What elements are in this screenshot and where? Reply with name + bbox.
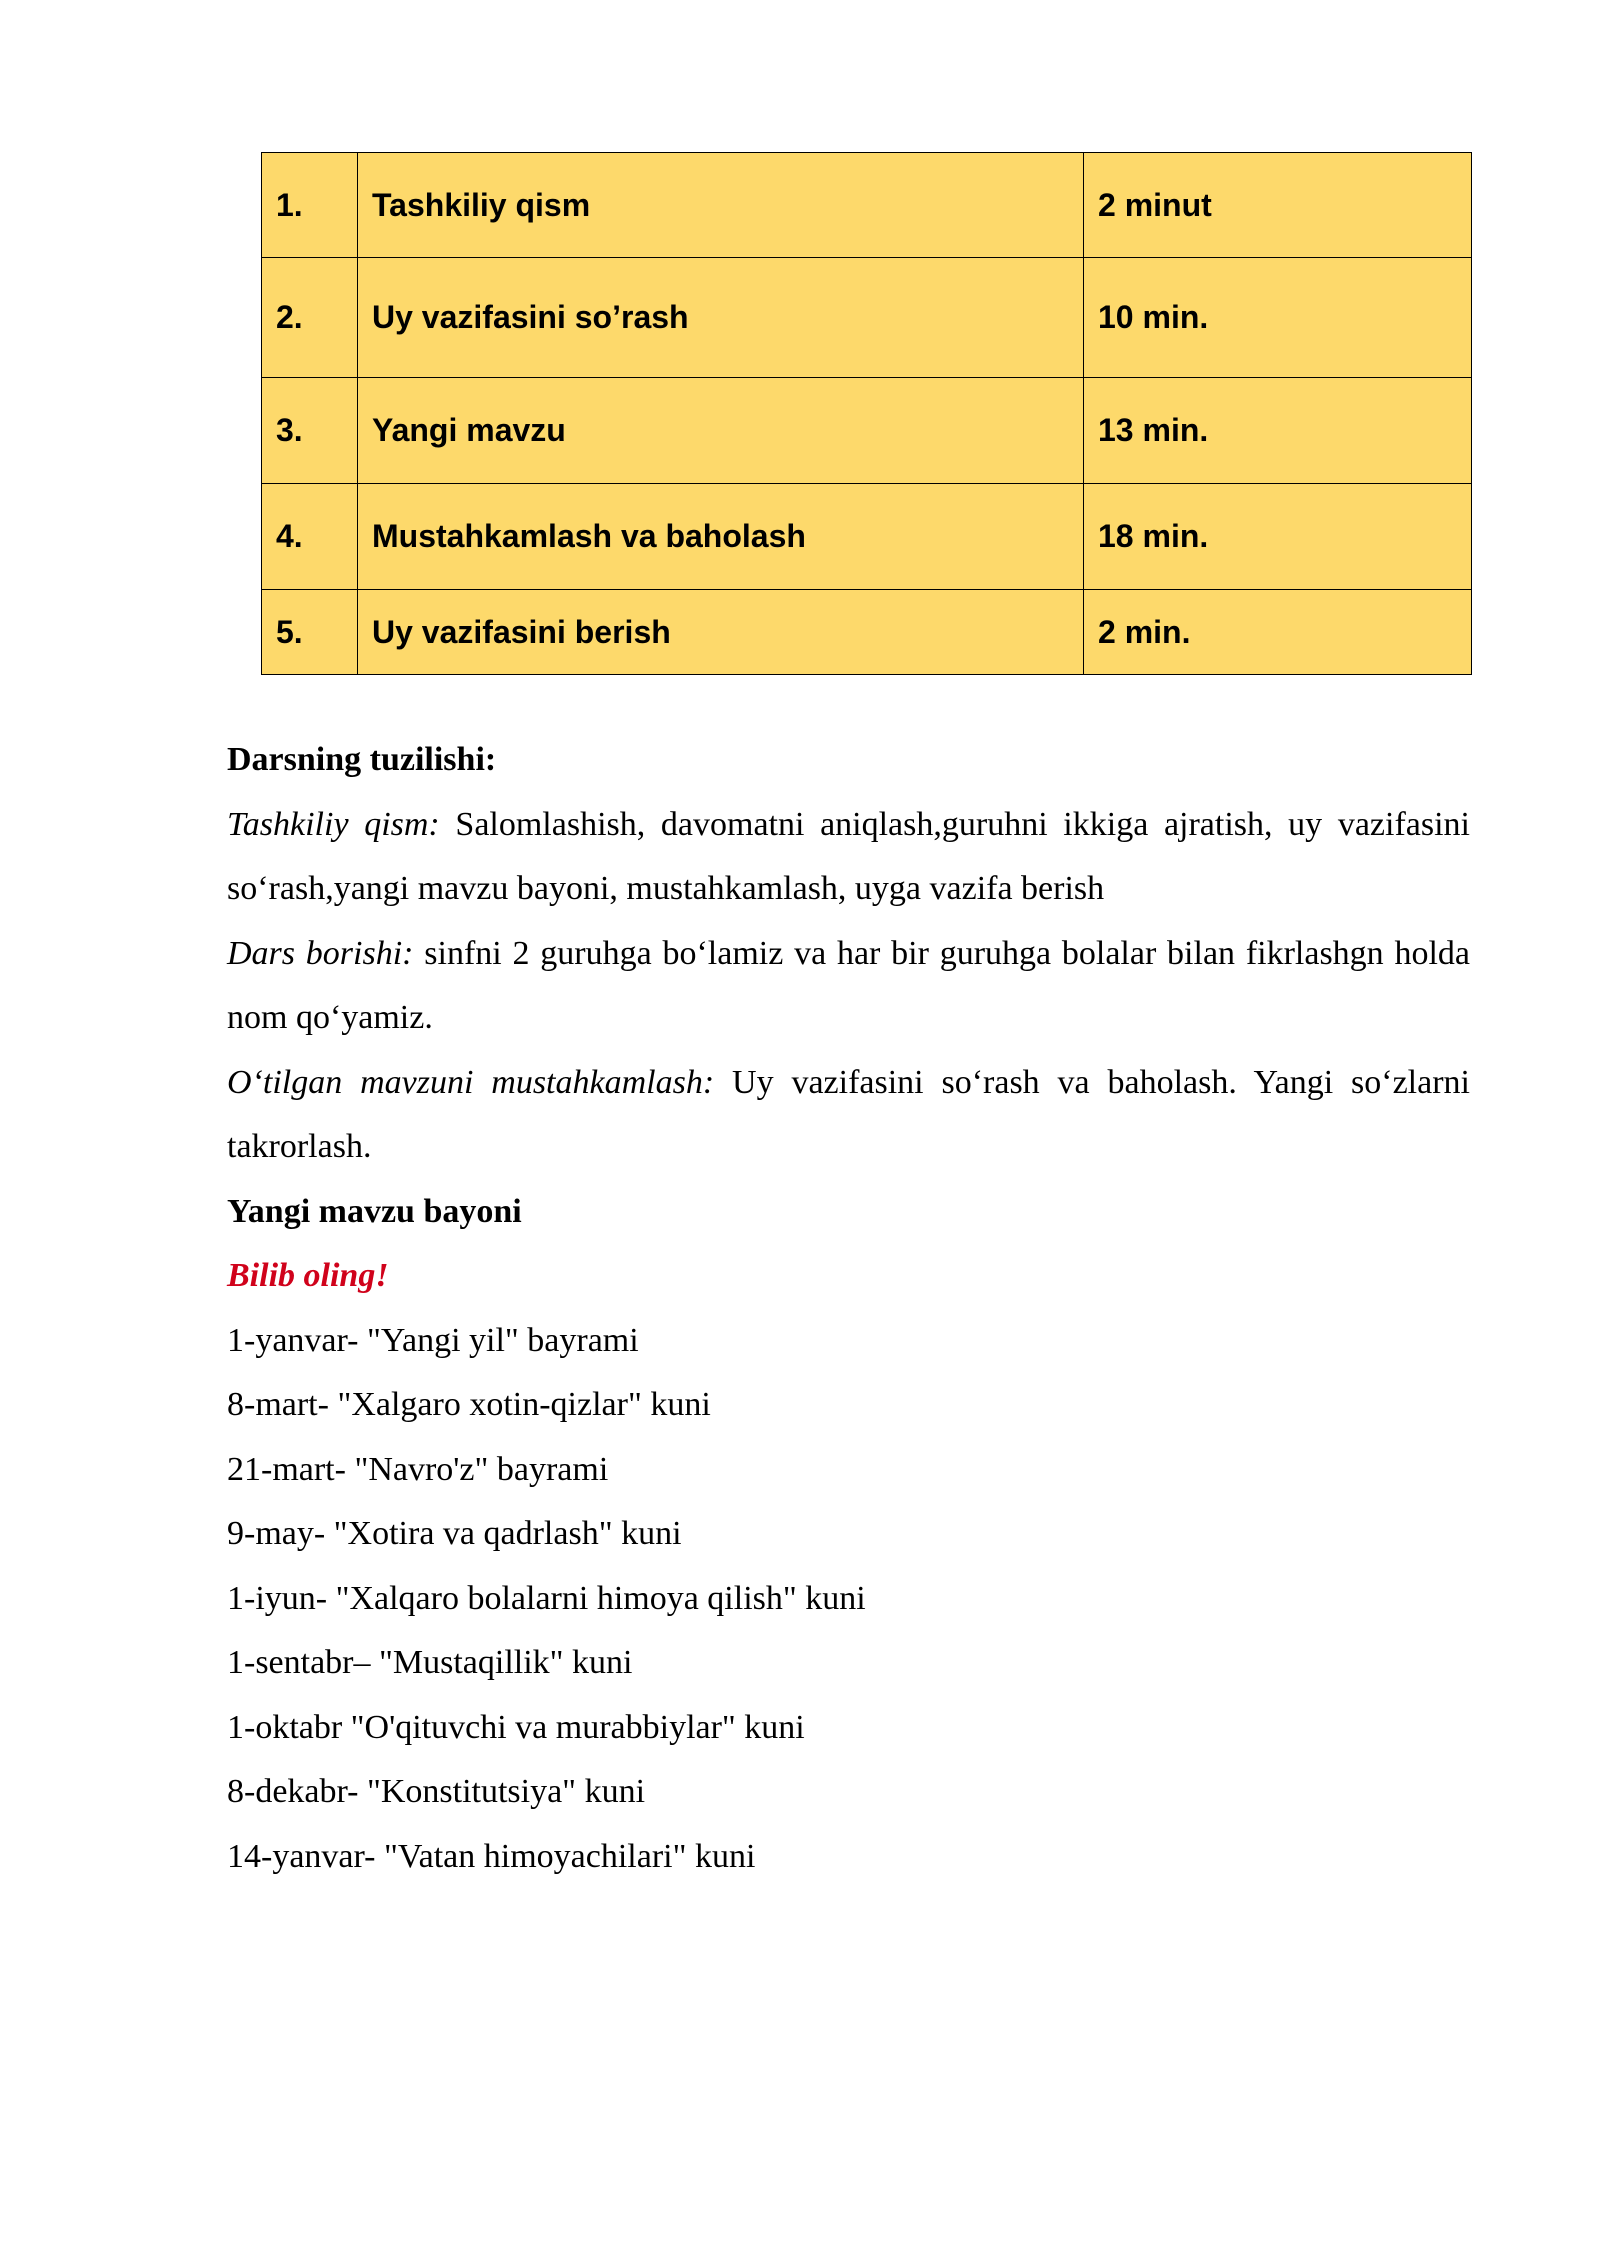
paragraph-label: Tashkiliy qism: xyxy=(227,805,440,843)
paragraph-label: O‘tilgan mavzuni mustahkamlash: xyxy=(227,1063,715,1101)
row-number: 5. xyxy=(262,590,358,675)
table-row xyxy=(262,258,1472,378)
stage-duration: 2 minut xyxy=(1084,153,1472,258)
lesson-flow-paragraph xyxy=(227,922,1470,1051)
lesson-plan-table xyxy=(261,152,1472,675)
stage-name: Uy vazifasini berish xyxy=(358,590,1084,675)
list-item: 8-mart- "Xalgaro xotin-qizlar" kuni xyxy=(227,1386,711,1423)
list-item: 1-oktabr "O'qituvchi va murabbiylar" kuni xyxy=(227,1708,805,1746)
stage-duration: 13 min. xyxy=(1084,378,1472,484)
table-row xyxy=(262,590,1472,675)
list-item: 14-yanvar- "Vatan himoyachilari" kuni xyxy=(227,1837,756,1875)
paragraph-text: Uy vazifasini so‘rash va baholash. Yangi so‘zlarni takrorlash. xyxy=(227,1063,1470,1165)
row-number: 4. xyxy=(262,484,358,590)
stage-name: Uy vazifasini so’rash xyxy=(358,258,1084,378)
paragraph-label: Dars borishi: xyxy=(227,934,414,972)
table-row xyxy=(262,378,1472,484)
new-topic-heading: Yangi mavzu bayoni xyxy=(227,1192,522,1230)
list-item: 1-sentabr– "Mustaqillik" kuni xyxy=(227,1644,633,1681)
list-item: 1-iyun- "Xalqaro bolalarni himoya qilish" kuni xyxy=(227,1579,866,1617)
review-paragraph xyxy=(227,1051,1470,1180)
stage-duration: 2 min. xyxy=(1084,590,1472,675)
list-item: 21-mart- "Navro'z" bayrami xyxy=(227,1450,609,1488)
row-number: 1. xyxy=(262,153,358,258)
stage-duration: 10 min. xyxy=(1084,258,1472,378)
table-row xyxy=(262,484,1472,590)
row-number: 3. xyxy=(262,378,358,484)
list-item: 9-may- "Xotira va qadrlash" kuni xyxy=(227,1515,682,1552)
stage-name: Yangi mavzu xyxy=(358,378,1084,484)
body-text xyxy=(227,728,1470,1889)
structure-heading: Darsning tuzilishi: xyxy=(227,741,497,778)
stage-name: Tashkiliy qism xyxy=(358,153,1084,258)
table-row xyxy=(262,153,1472,258)
callout-text: Bilib oling! xyxy=(227,1257,389,1294)
list-item: 1-yanvar- "Yangi yil" bayrami xyxy=(227,1321,639,1359)
list-item: 8-dekabr- "Konstitutsiya" kuni xyxy=(227,1773,646,1810)
paragraph-text: Salomlashish, davomatni aniqlash,guruhni ikkiga ajratish, uy vazifasini so‘rash,yangi mavzu bayoni, mustahkamlash, uyga vazifa berish xyxy=(227,805,1470,907)
stage-duration: 18 min. xyxy=(1084,484,1472,590)
organizational-part-paragraph xyxy=(227,793,1470,922)
row-number: 2. xyxy=(262,258,358,378)
paragraph-text: sinfni 2 guruhga bo‘lamiz va har bir guruhga bolalar bilan fikrlashgn holda nom qo‘yamiz. xyxy=(227,934,1470,1036)
stage-name: Mustahkamlash va baholash xyxy=(358,484,1084,590)
